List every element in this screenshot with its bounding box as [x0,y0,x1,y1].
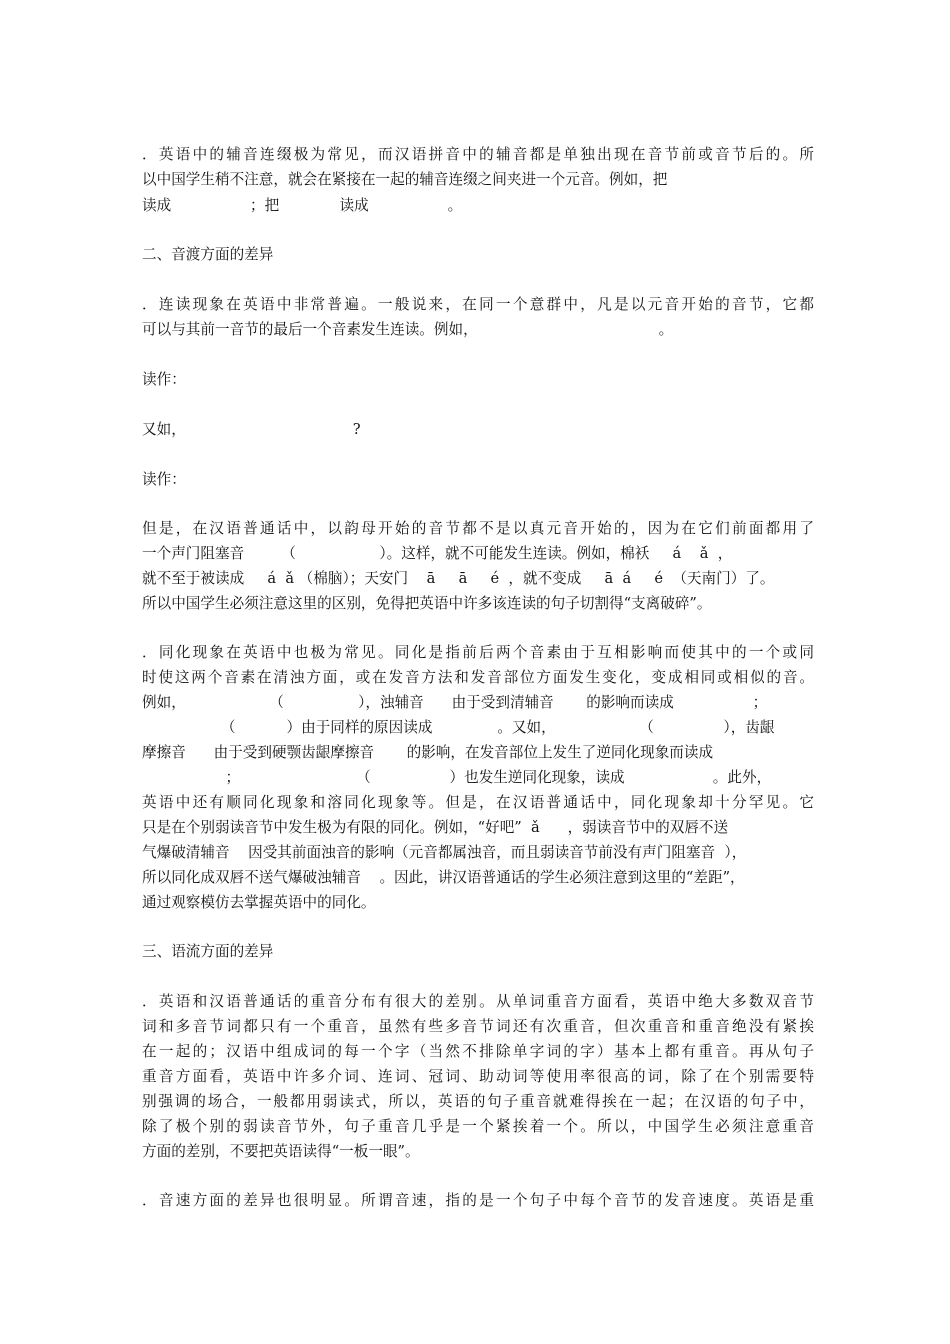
paragraph-7-line-4: （ ）由于同样的原因读成 。又如， （ ），齿龈 [142,719,775,736]
paragraph-8-line-3: 在一起的；汉语中组成词的每一个字（当然不排除单字词的字）基本上都有重音。再从句子 [142,1043,814,1060]
paragraph-2-line-2: 可以与其前一音节的最后一个音素发生连读。例如， 。 [142,321,674,338]
paragraph-1-line-2: 以中国学生稍不注意，就会在紧接在一起的辅音连缀之间夹进一个元音。例如，把 [142,171,668,188]
paragraph-2-line-1: ．连读现象在英语中非常普遍。一般说来，在同一个意群中，凡是以元音开始的音节，它都 [142,296,814,313]
paragraph-1-line-1: ．英语中的辅音连缀极为常见，而汉语拼音中的辅音都是单独出现在音节前或音节后的。所 [142,146,814,163]
paragraph-1-line-3: 读成 ；把 读成 。 [142,197,463,214]
paragraph-7-line-6: ； （ ）也发生逆同化现象，读成 。此外， [142,769,772,786]
paragraph-8-line-7: 方面的差别，不要把英语读得“一板一眼”。 [142,1143,420,1160]
paragraph-8-line-1: ．英语和汉语普通话的重音分布有很大的差别。从单词重音方面看，英语中绝大多数双音节 [142,993,814,1010]
section-heading-3: 三、语流方面的差异 [142,943,274,960]
paragraph-7-line-3: 例如， （ ），浊辅音 由于受到清辅音 的影响而读成 ； [142,694,768,711]
paragraph-4: 又如， ? [142,421,361,438]
section-heading-2: 二、音渡方面的差异 [142,246,274,263]
paragraph-9-line-1: ．音速方面的差异也很明显。所谓音速，指的是一个句子中每个音节的发音速度。英语是重 [142,1192,814,1209]
paragraph-7-line-2: 时使这两个音素在清浊方面，或在发音方法和发音部位方面发生变化，变成相同或相似的音。 [142,669,814,686]
paragraph-6-line-3: 就不至于被读成 á ǎ （棉脑）；天安门 ā ā é ，就不变成 ā á é （天南门）了。 [142,570,775,587]
paragraph-7-line-10: 所以同化成双唇不送气爆破浊辅音 。因此，讲汉语普通话的学生必须注意到这里的“差距”， [142,869,745,886]
paragraph-7-line-9: 气爆破清辅音 因受其前面浊音的影响（元音都属浊音，而且弱读音节前没有声门阻塞音 ）， [142,844,747,861]
paragraph-7-line-5: 摩擦音 由于受到硬颚齿龈摩擦音 的影响，在发音部位上发生了逆同化现象而读成 [142,744,714,761]
paragraph-8-line-6: 除了极个别的弱读音节外，句子重音几乎是一个紧挨着一个。所以，中国学生必须注意重音 [142,1118,814,1135]
paragraph-6-line-1: 但是，在汉语普通话中，以韵母开始的音节都不是以真元音开始的，因为在它们前面都用了 [142,520,814,537]
paragraph-8-line-2: 词和多音节词都只有一个重音，虽然有些多音节词还有次重音，但次重音和重音绝没有紧挨 [142,1018,814,1035]
paragraph-3: 读作： [142,371,186,388]
paragraph-8-line-5: 别强调的场合，一般都用弱读式，所以，英语的句子重音就难得挨在一起；在汉语的句子中， [142,1093,814,1110]
paragraph-7-line-7: 英语中还有顺同化现象和溶同化现象等。但是，在汉语普通话中，同化现象却十分罕见。它 [142,794,814,811]
paragraph-7-line-11: 通过观察模仿去掌握英语中的同化。 [142,894,376,911]
paragraph-5: 读作： [142,471,186,488]
paragraph-6-line-2: 一个声门阻塞音 （ ）。这样，就不可能发生连读。例如，棉袄 á ǎ ， [142,545,733,562]
paragraph-7-line-8: 只是在个别弱读音节中发生极为有限的同化。例如，“好吧” ǎ ，弱读音节中的双唇不送 [142,819,729,836]
paragraph-7-line-1: ．同化现象在英语中也极为常见。同化是指前后两个音素由于互相影响而使其中的一个或同 [142,644,814,661]
paragraph-6-line-4: 所以中国学生必须注意这里的区别，免得把英语中许多该连读的句子切割得“支离破碎”。 [142,595,712,612]
paragraph-8-line-4: 重音方面看，英语中许多介词、连词、冠词、助动词等使用率很高的词，除了在个别需要特 [142,1068,814,1085]
